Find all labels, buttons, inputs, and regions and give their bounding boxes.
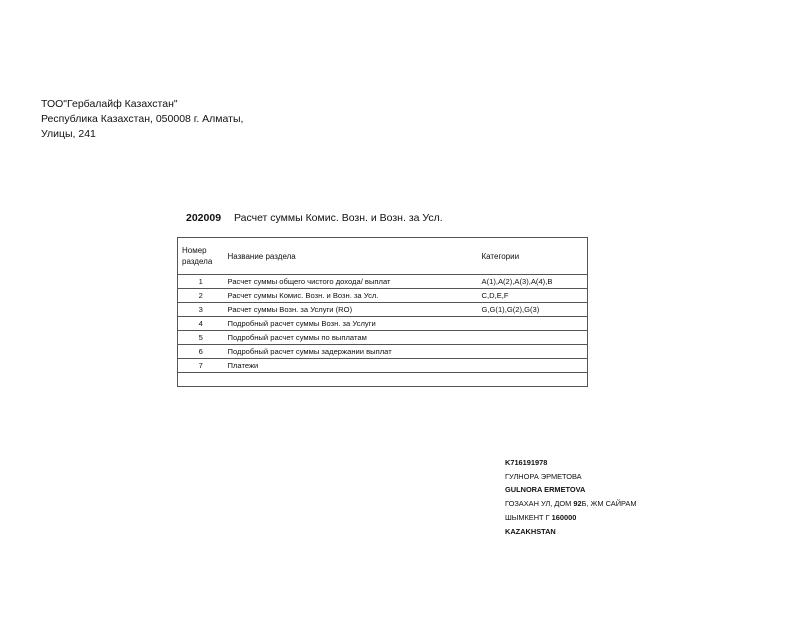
row-name: Расчет суммы Возн. за Услуги (RO) [224, 303, 478, 317]
table-row [178, 345, 588, 359]
recipient-country: KAZAKHSTAN [505, 526, 556, 536]
recipient-id: K716191978 [505, 458, 548, 467]
row-name: Платежи [224, 359, 478, 373]
table-row [178, 317, 588, 331]
recipient-city [505, 511, 637, 525]
row-categories: C,D,E,F [478, 289, 588, 303]
sections-table [177, 237, 588, 387]
row-number: 4 [178, 317, 224, 331]
row-categories [478, 317, 588, 331]
postcode: 160000 [551, 512, 577, 522]
header-name: Название раздела [224, 238, 478, 275]
recipient-street [505, 497, 637, 511]
table-row [178, 289, 588, 303]
row-categories: A(1),A(2),A(3),A(4),B [478, 275, 588, 289]
company-address-line2: Улицы, 241 [41, 128, 96, 140]
header-number: Номер раздела [178, 238, 224, 275]
row-number: 6 [178, 345, 224, 359]
recipient-address-block [505, 456, 637, 538]
header-categories: Категории [478, 238, 588, 275]
row-categories [478, 331, 588, 345]
row-name: Подробный расчет суммы задержании выплат [224, 345, 478, 359]
row-number: 7 [178, 359, 224, 373]
row-categories [478, 359, 588, 373]
row-number: 1 [178, 275, 224, 289]
row-name: Подробный расчет суммы Возн. за Услуги [224, 317, 478, 331]
report-header [186, 212, 443, 224]
company-block [41, 97, 243, 142]
report-code: 202009 [186, 212, 222, 224]
street-number: 92 [573, 499, 582, 509]
row-name: Расчет суммы общего чистого дохода/ выплат [224, 275, 478, 289]
row-number: 5 [178, 331, 224, 345]
table-row [178, 275, 588, 289]
street-suffix: Б, ЖМ САЙРАМ [581, 499, 637, 509]
report-title: Расчет суммы Комис. Возн. и Возн. за Усл. [233, 212, 443, 224]
row-name: Подробный расчет суммы по выплатам [224, 331, 478, 345]
table-row-empty [178, 373, 588, 387]
table-row [178, 331, 588, 345]
city-prefix: ШЫМКЕНТ Г [505, 512, 552, 522]
company-name: ТОО"Гербалайф Казахстан" [41, 98, 178, 110]
row-name: Расчет суммы Комис. Возн. и Возн. за Усл. [224, 289, 478, 303]
company-address-line1: Республика Казахстан, 050008 г. Алматы, [41, 113, 244, 125]
recipient-name-latin: GULNORA ERMETOVA [505, 485, 586, 495]
row-categories: G,G(1),G(2),G(3) [478, 303, 588, 317]
row-number: 3 [178, 303, 224, 317]
table-row [178, 359, 588, 373]
table-header-row [178, 238, 588, 275]
recipient-name-cyrillic: ГУЛНОРА ЭРМЕТОВА [505, 471, 582, 481]
street-prefix: ГОЗАХАН УЛ, ДОМ [505, 499, 574, 509]
row-categories [478, 345, 588, 359]
row-number: 2 [178, 289, 224, 303]
empty-cell [178, 373, 588, 387]
table-row [178, 303, 588, 317]
